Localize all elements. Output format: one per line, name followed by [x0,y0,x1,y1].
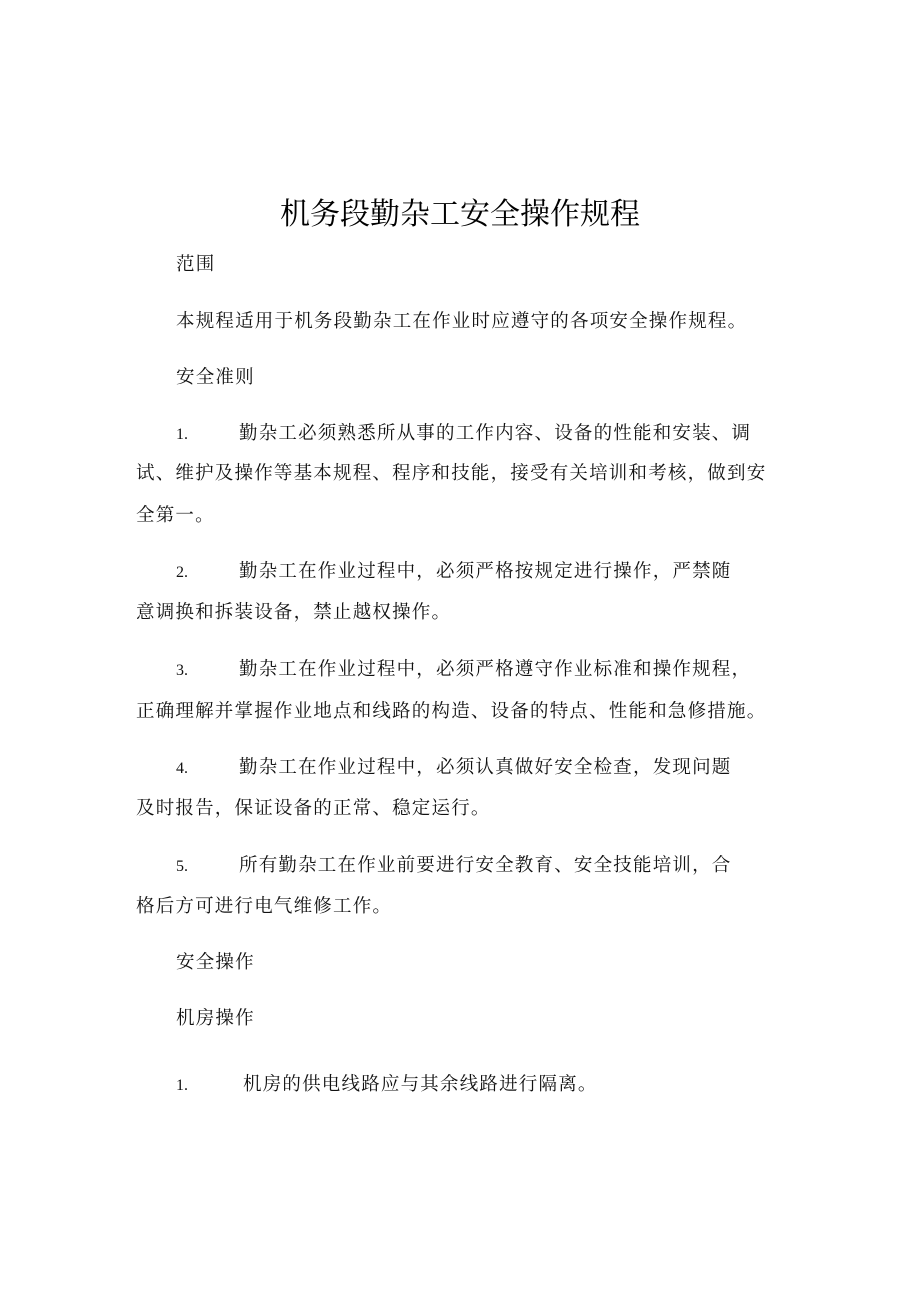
item-text-line: 所有勤杂工在作业前要进行安全教育、安全技能培训，合 [239,855,732,876]
item-number: 1. [176,426,188,443]
scope-text: 本规程适用于机务段勤杂工在作业时应遵守的各项安全操作规程。 [176,311,748,332]
item-text-line: 格后方可进行电气维修工作。 [136,896,393,917]
item-text-line: 正确理解并掌握作业地点和线路的构造、设备的特点、性能和急修措施。 [136,701,767,722]
item-text-line: 意调换和拆装设备，禁止越权操作。 [136,602,452,623]
item-text-line: 全第一。 [136,505,215,526]
item-text-line: 及时报告，保证设备的正常、稳定运行。 [136,798,491,819]
operations-heading: 安全操作 [176,952,255,973]
item-text-line: 勤杂工必须熟悉所从事的工作内容、设备的性能和安装、调 [239,423,752,444]
machine-room-heading: 机房操作 [176,1008,255,1029]
item-number: 2. [176,564,188,581]
item-text-line: 试、维护及操作等基本规程、程序和技能，接受有关培训和考核，做到安 [136,463,767,484]
item-number: 5. [176,858,188,875]
item-number: 4. [176,760,188,777]
item-text-line: 勤杂工在作业过程中，必须严格按规定进行操作，严禁随 [239,561,732,582]
document-title: 机务段勤杂工安全操作规程 [280,197,640,232]
item-number: 3. [176,662,188,679]
item-text-line: 勤杂工在作业过程中，必须认真做好安全检查，发现问题 [239,757,732,778]
item-number: 1. [176,1077,188,1094]
item-text-line: 勤杂工在作业过程中，必须严格遵守作业标准和操作规程， [239,659,752,680]
scope-heading: 范围 [176,254,216,275]
item-text-line: 机房的供电线路应与其余线路进行隔离。 [243,1074,598,1095]
principles-heading: 安全准则 [176,367,255,388]
